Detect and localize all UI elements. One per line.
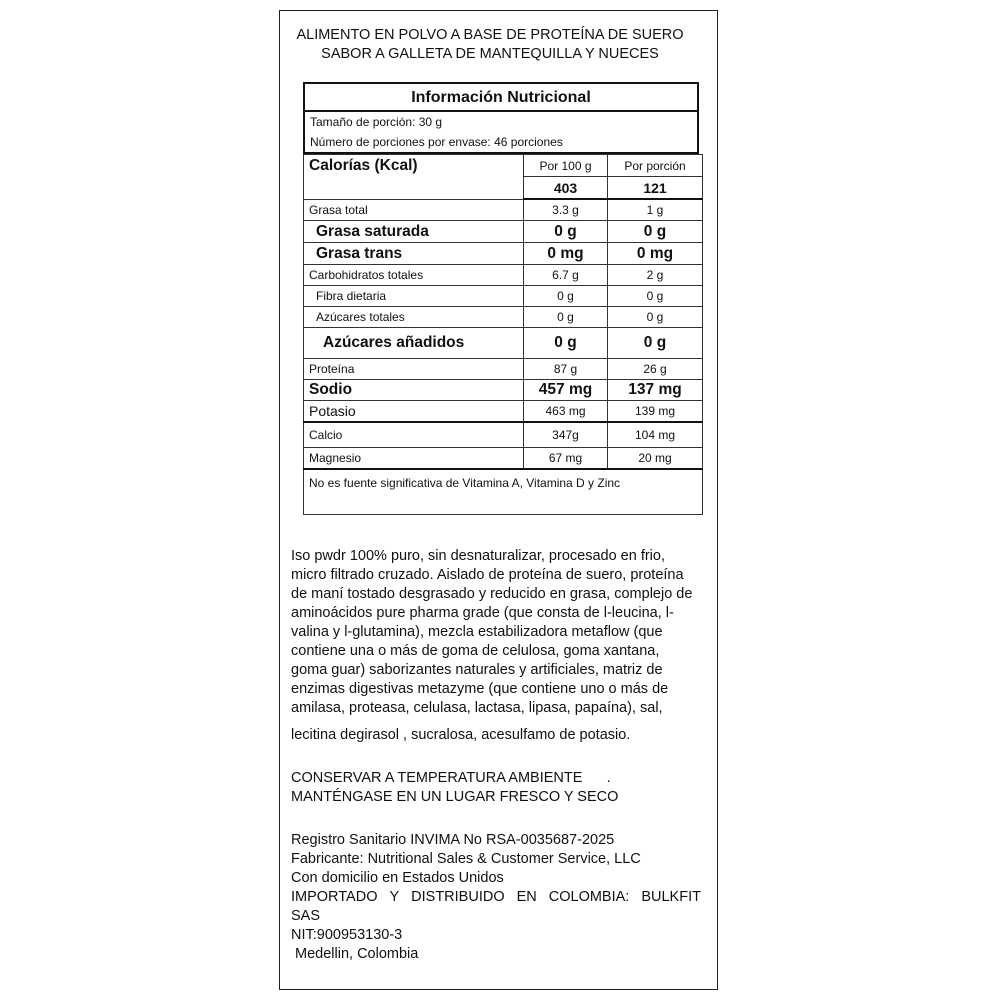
nutrient-perserving: 0 g xyxy=(608,328,703,359)
storage-line2: MANTÉNGASE EN UN LUGAR FRESCO Y SECO xyxy=(291,789,619,805)
nutrition-facts-panel xyxy=(303,82,702,515)
ingredients-line: lecitina degirasol , sucralosa, acesulfamo de potasio. xyxy=(291,727,631,743)
ingredients-line: amilasa, proteasa, celulasa, lactasa, lipasa, papaína), sal, xyxy=(291,700,663,716)
calories-label: Calorías (Kcal) xyxy=(304,155,524,200)
nutrient-per100: 0 g xyxy=(524,221,608,243)
importer-line-cont: SAS xyxy=(291,908,321,924)
nutrient-perserving: 26 g xyxy=(608,359,703,380)
nutrient-name: Carbohidratos totales xyxy=(304,265,524,286)
nutrition-table-wrapper xyxy=(303,154,702,597)
ingredients-text xyxy=(291,547,709,745)
nutrient-perserving: 139 mg xyxy=(608,401,703,423)
nutrition-facts-header xyxy=(303,82,699,154)
ingredients-line: goma guar) saborizantes naturales y artificiales, matriz de xyxy=(291,662,663,678)
nutrient-name: Calcio xyxy=(304,422,524,448)
manufacturer-address: Con domicilio en Estados Unidos xyxy=(291,870,504,886)
ingredients-line: de maní tostado desgrasado y reducido en grasa, complejo de xyxy=(291,586,693,602)
nutrient-row xyxy=(304,243,703,265)
nutrient-per100: 463 mg xyxy=(524,401,608,423)
calories-header-row xyxy=(304,155,703,177)
importer-word: EN xyxy=(516,889,537,905)
nutrient-per100: 457 mg xyxy=(524,380,608,401)
nutrition-footnote: No es fuente significativa de Vitamina A, Vitamina D y Zinc xyxy=(304,469,703,515)
nutrient-perserving: 137 mg xyxy=(608,380,703,401)
nit: NIT:900953130-3 xyxy=(291,927,403,943)
ingredients-line: micro filtrado cruzado. Aislado de proteína de suero, proteína xyxy=(291,567,684,583)
nutrient-name: Sodio xyxy=(304,380,524,401)
nutrient-perserving: 104 mg xyxy=(608,422,703,448)
nutrient-perserving: 0 g xyxy=(608,286,703,307)
nutrient-per100: 0 mg xyxy=(524,243,608,265)
nutrient-perserving: 1 g xyxy=(608,199,703,221)
nutrient-name: Magnesio xyxy=(304,448,524,470)
nutrient-name: Potasio xyxy=(304,401,524,423)
manufacturer: Fabricante: Nutritional Sales & Customer Service, LLC xyxy=(291,851,641,867)
nutrient-row xyxy=(304,307,703,328)
nutrient-name: Grasa saturada xyxy=(304,221,524,243)
nutrient-perserving: 0 g xyxy=(608,221,703,243)
nutrient-name: Fibra dietaria xyxy=(304,286,524,307)
nutrient-perserving: 2 g xyxy=(608,265,703,286)
product-title-line2: SABOR A GALLETA DE MANTEQUILLA Y NUECES xyxy=(321,46,659,62)
nutrient-row xyxy=(304,199,703,221)
ingredients-line: enzimas digestivas metazyme (que contiene uno o más de xyxy=(291,681,669,697)
nutrient-row xyxy=(304,328,703,359)
nutrient-name: Grasa total xyxy=(304,199,524,221)
importer-word: DISTRIBUIDO xyxy=(411,889,505,905)
nutrient-row xyxy=(304,265,703,286)
serving-size: Tamaño de porción: 30 g xyxy=(310,115,443,129)
nutrient-name: Proteína xyxy=(304,359,524,380)
nutrient-per100: 3.3 g xyxy=(524,199,608,221)
calories-per100: 403 xyxy=(524,177,608,200)
ingredients-line: Iso pwdr 100% puro, sin desnaturalizar, procesado en frio, xyxy=(291,548,665,564)
servings-per-container: Número de porciones por envase: 46 porciones xyxy=(310,135,563,149)
nutrient-row xyxy=(304,401,703,423)
storage-instructions xyxy=(291,769,709,807)
nutrition-table xyxy=(303,154,703,515)
nutrient-per100: 347g xyxy=(524,422,608,448)
nutrient-per100: 6.7 g xyxy=(524,265,608,286)
col-perserving-header: Por porción xyxy=(608,155,703,177)
nutrient-row xyxy=(304,380,703,401)
nutrient-perserving: 0 mg xyxy=(608,243,703,265)
storage-line1: CONSERVAR A TEMPERATURA AMBIENTE . xyxy=(291,770,611,786)
importer-word: Y xyxy=(389,889,400,905)
ingredients-line: valina y l-glutamina), mezcla estabilizadora metaflow (que xyxy=(291,624,663,640)
importer-line xyxy=(291,888,701,907)
footnote-row xyxy=(304,469,703,515)
nutrient-per100: 0 g xyxy=(524,328,608,359)
registration-info xyxy=(291,831,709,964)
nutrient-perserving: 0 g xyxy=(608,307,703,328)
nutrient-row xyxy=(304,359,703,380)
nutrient-per100: 0 g xyxy=(524,307,608,328)
ingredients-line: aminoácidos pure pharma grade (que consta de l-leucina, l- xyxy=(291,605,674,621)
city: Medellin, Colombia xyxy=(291,946,419,962)
nutrient-per100: 67 mg xyxy=(524,448,608,470)
nutrient-per100: 0 g xyxy=(524,286,608,307)
product-title-line1: ALIMENTO EN POLVO A BASE DE PROTEÍNA DE SUERO xyxy=(296,27,684,43)
nutrient-row xyxy=(304,422,703,448)
nutrient-row xyxy=(304,221,703,243)
nutrient-name: Azúcares añadidos xyxy=(304,328,524,359)
ingredients-line: contiene una o más de goma de celulosa, goma xantana, xyxy=(291,643,660,659)
col-per100-header: Por 100 g xyxy=(524,155,608,177)
nutrient-perserving: 20 mg xyxy=(608,448,703,470)
nutrient-per100: 87 g xyxy=(524,359,608,380)
nutrient-row xyxy=(304,286,703,307)
nutrient-row xyxy=(304,448,703,470)
calories-perserving: 121 xyxy=(608,177,703,200)
importer-word: BULKFIT xyxy=(641,889,701,905)
nutrient-name: Grasa trans xyxy=(304,243,524,265)
sanitary-registration: Registro Sanitario INVIMA No RSA-0035687-2025 xyxy=(291,832,615,848)
nutrient-name: Azúcares totales xyxy=(304,307,524,328)
importer-word: COLOMBIA: xyxy=(548,889,630,905)
importer-word: IMPORTADO xyxy=(291,889,378,905)
nutrition-facts-title: Información Nutricional xyxy=(305,84,697,112)
product-header xyxy=(290,26,690,64)
